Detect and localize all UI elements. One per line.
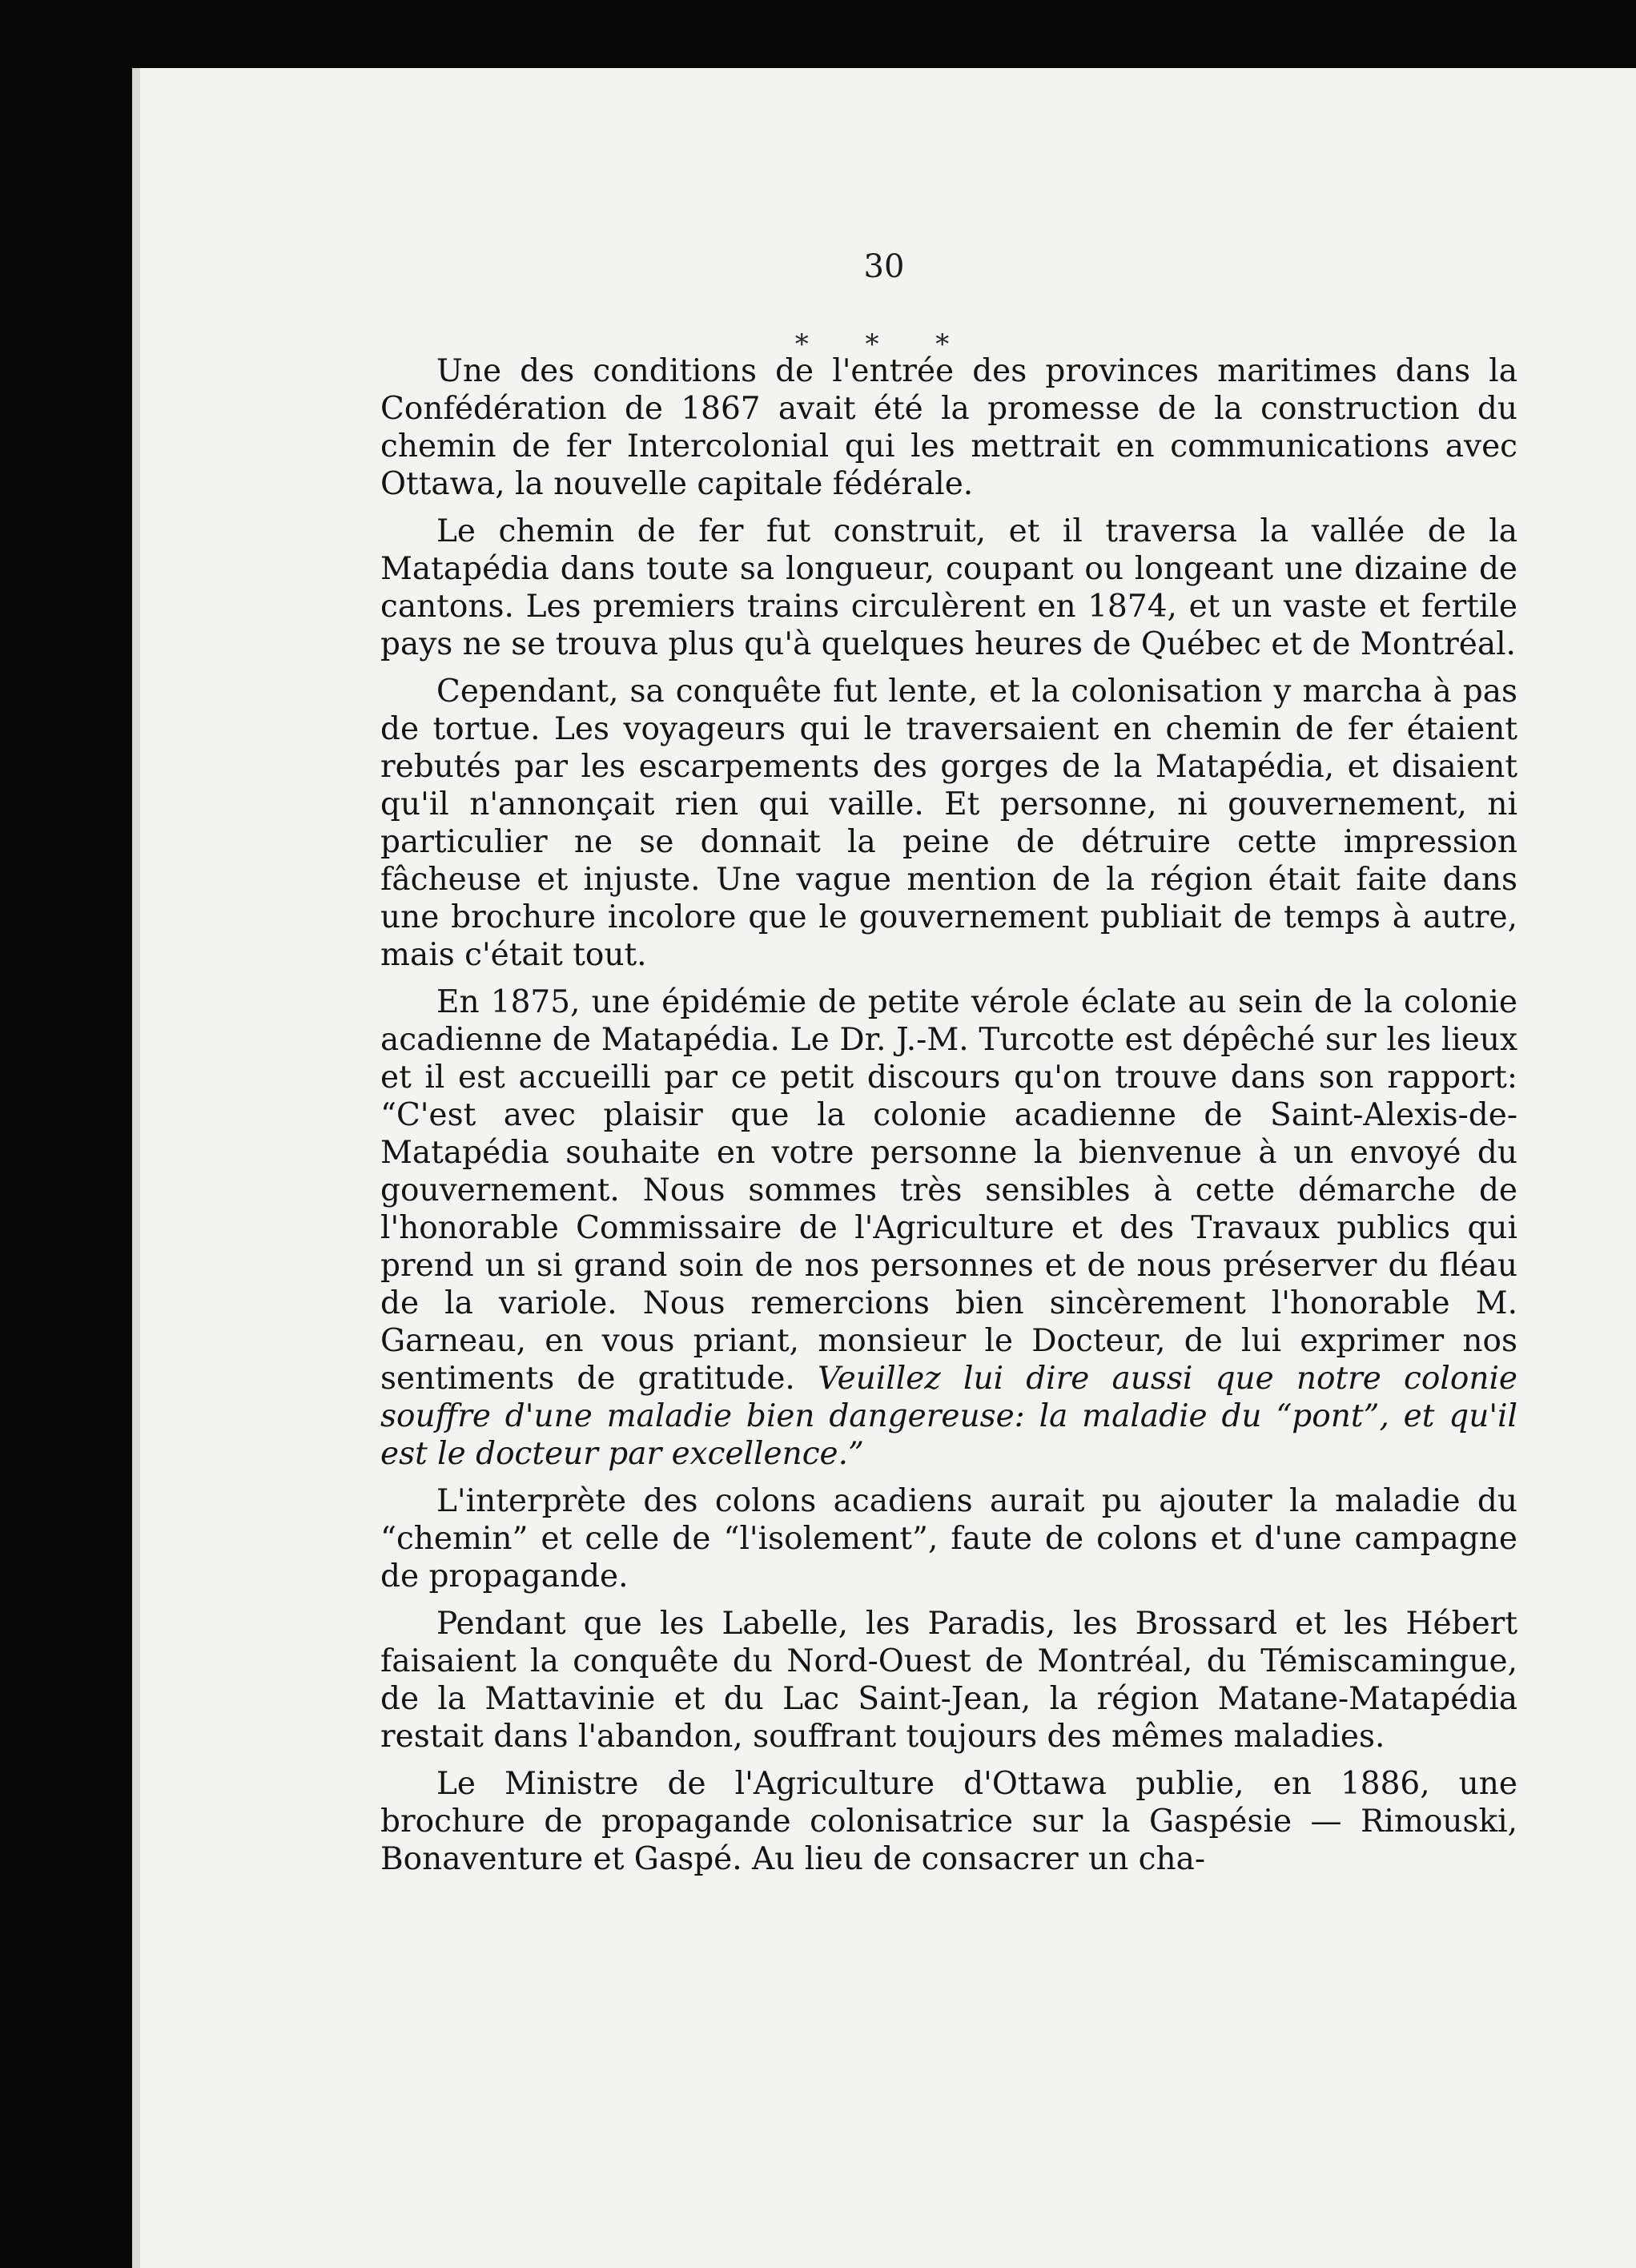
paragraph-2: Le chemin de fer fut construit, et il traversa la vallée de la Matapédia dans toute sa longueur, coupant ou longeant une dizaine de cantons. Les premiers trains circulèrent en 1874, et un vaste et fertile pays ne se trouva plus qu'à quelques heures de Québec et de Montréal.: [380, 513, 1517, 662]
paragraph-5: L'interprète des colons acadiens aurait pu ajouter la maladie du “chemin” et celle de “l'isolement”, faute de colons et d'une campagne de propagande.: [380, 1483, 1517, 1594]
page-number: 30: [863, 248, 905, 285]
paragraph-4: [380, 983, 1517, 1473]
paragraph-4-text: En 1875, une épidémie de petite vérole éclate au sein de la colonie acadienne de Matapédia. Le Dr. J.-M. Turcotte est dépêché sur les lieux et il est accueilli par ce petit discours qu'on trouve dans son rapport: “C'est avec plaisir que la colonie acadienne de Saint-Alexis-de-Matapédia souhaite en votre personne la bienvenue à un envoyé du gouvernement. Nous sommes très sensibles à cette démarche de l'honorable Commissaire de l'Agriculture et des Travaux publics qui prend un si grand soin de nos personnes et de nous préserver du fléau de la variole. Nous remercions bien sincèrement l'honorable M. Garneau, en vous priant, monsieur le Docteur, de lui exprimer nos sentiments de gratitude.: [380, 984, 1517, 1397]
paragraph-1: Une des conditions de l'entrée des provinces maritimes dans la Confédération de 1867 avait été la promesse de la construction du chemin de fer Intercolonial qui les mettrait en communications avec Ottawa, la nouvelle capitale fédérale.: [380, 353, 1517, 502]
paragraph-3: Cependant, sa conquête fut lente, et la colonisation y marcha à pas de tortue. Les voyageurs qui le traversaient en chemin de fer étaient rebutés par les escarpements des gorges de la Matapédia, et disaient qu'il n'annonçait rien qui vaille. Et personne, ni gouvernement, ni particulier ne se donnait la peine de détruire cette impression fâcheuse et injuste. Une vague mention de la région était faite dans une brochure incolore que le gouvernement publiait de temps à autre, mais c'était tout.: [380, 674, 1517, 973]
section-separator: * * *: [794, 328, 974, 360]
paragraph-6: Pendant que les Labelle, les Paradis, les Brossard et les Hébert faisaient la conquête du Nord-Ouest de Montréal, du Témiscamingue, de la Mattavinie et du Lac Saint-Jean, la région Matane-Matapédia restait dans l'abandon, souffrant toujours des mêmes maladies.: [380, 1606, 1517, 1755]
page-edge: [132, 68, 140, 2268]
body-text: [380, 352, 1517, 1888]
paragraph-7: Le Ministre de l'Agriculture d'Ottawa publie, en 1886, une brochure de propagande colonisatrice sur la Gaspésie — Rimouski, Bonaventure et Gaspé. Au lieu de consacrer un cha-: [380, 1766, 1517, 1877]
paragraph-4-italic-quote: Veuillez lui dire aussi que notre colonie souffre d'une maladie bien dangereuse: la maladie du “pont”, et qu'il est le docteur par excellence.”: [380, 1361, 1517, 1472]
